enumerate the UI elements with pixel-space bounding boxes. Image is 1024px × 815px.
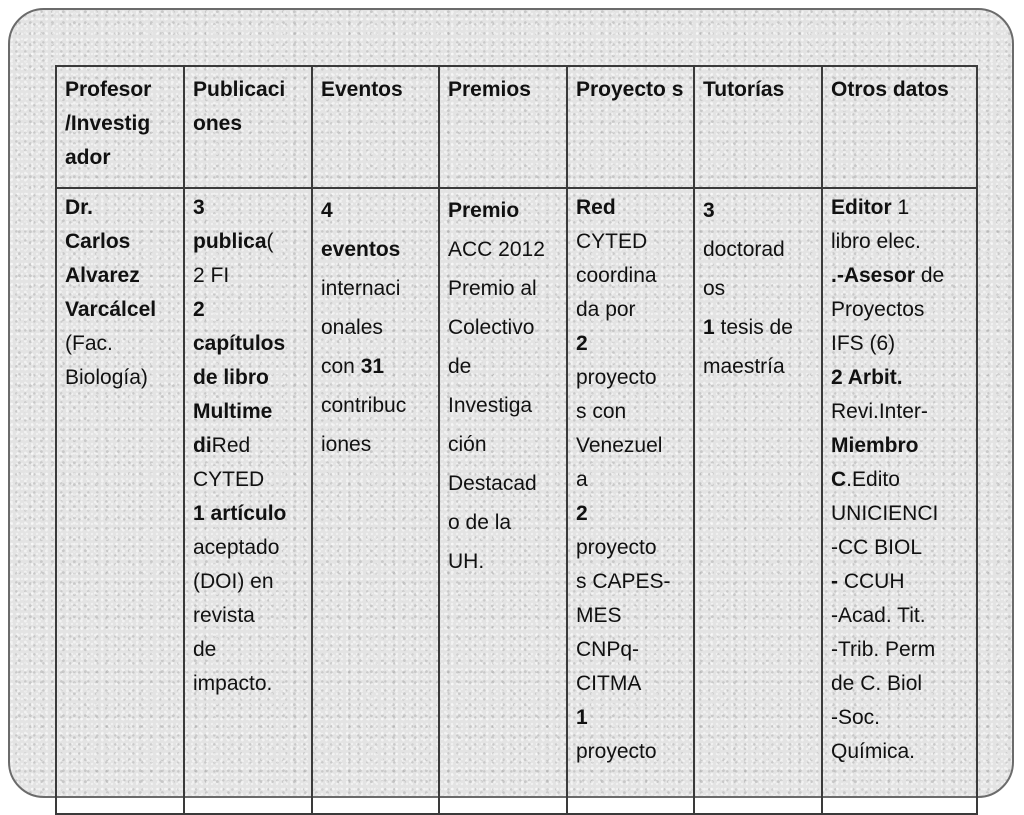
header-cell — [312, 66, 439, 188]
pub-text: ( — [266, 230, 274, 253]
other-text: - — [831, 570, 838, 593]
tutoring-line: doctorad — [703, 238, 785, 261]
other-line: -Soc. — [831, 706, 881, 729]
tutoring-line: os — [703, 277, 726, 300]
event-line: onales — [321, 316, 383, 339]
pub-line: revista — [193, 604, 255, 627]
header-cell — [567, 66, 694, 188]
tutoring-text: 1 — [703, 316, 715, 339]
project-line: 2 — [576, 502, 588, 525]
cell-otros — [822, 188, 977, 814]
other-line: -Trib. Perm — [831, 638, 936, 661]
other-line: -CC BIOL — [831, 536, 923, 559]
header-row — [56, 66, 977, 188]
pub-line: 3 — [193, 196, 205, 219]
other-line: libro elec. — [831, 230, 921, 253]
pub-text: publica — [193, 230, 267, 253]
project-line: proyecto — [576, 740, 657, 763]
project-line: Red — [576, 196, 616, 219]
pub-line: (DOI) en — [193, 570, 274, 593]
other-line: Química. — [831, 740, 916, 763]
event-line: internaci — [321, 277, 401, 300]
professor-name-line: Varcálcel — [65, 298, 157, 321]
project-line: CITMA — [576, 672, 642, 695]
header-cell — [822, 66, 977, 188]
award-line: Investiga — [448, 394, 533, 417]
pub-line: de — [193, 638, 217, 661]
project-line: 2 — [576, 332, 588, 355]
event-line: contribuc — [321, 394, 407, 417]
pub-line: aceptado — [193, 536, 280, 559]
header-cell — [184, 66, 312, 188]
award-line: Destacad — [448, 472, 537, 495]
other-line — [831, 565, 968, 599]
tutoring-text: tesis de — [714, 316, 793, 339]
project-line: coordina — [576, 264, 657, 287]
project-line: a — [576, 468, 588, 491]
pub-line: 1 artículo — [193, 502, 287, 525]
cell-eventos — [312, 188, 439, 814]
award-line: ción — [448, 433, 487, 456]
other-text: de — [915, 264, 945, 287]
award-line: de — [448, 355, 472, 378]
pub-line: capítulos — [193, 332, 286, 355]
header-profesor: Profesor /Investig ador — [65, 78, 152, 169]
header-proyectos: Proyecto s — [576, 78, 684, 101]
project-line: s con — [576, 400, 627, 423]
other-text: 1 — [891, 196, 910, 219]
pub-line: 2 FI — [193, 264, 230, 287]
project-line: Venezuel — [576, 434, 663, 457]
award-line: UH. — [448, 550, 485, 573]
professor-name-line: Dr. — [65, 196, 94, 219]
header-cell — [694, 66, 822, 188]
pub-text: di — [193, 434, 212, 457]
other-line: Miembro — [831, 434, 919, 457]
award-line: Premio — [448, 199, 520, 222]
cell-premios — [439, 188, 567, 814]
pub-line: impacto. — [193, 672, 273, 695]
tutoring-line: 3 — [703, 199, 715, 222]
professor-affiliation-line: Biología) — [65, 366, 148, 389]
other-text: C — [831, 468, 847, 491]
pub-line: Multime — [193, 400, 273, 423]
event-text: con — [321, 355, 361, 378]
other-line — [831, 191, 968, 225]
other-text: .Edito — [846, 468, 900, 491]
project-line: 1 — [576, 706, 588, 729]
award-line: Colectivo — [448, 316, 535, 339]
other-text: CCUH — [838, 570, 905, 593]
project-line: da por — [576, 298, 636, 321]
event-line: 4 — [321, 199, 333, 222]
other-line: UNICIENCI — [831, 502, 939, 525]
header-otros: Otros datos — [831, 78, 949, 101]
project-line: proyecto — [576, 536, 657, 559]
header-tutorias: Tutorías — [703, 78, 785, 101]
pub-line: de libro — [193, 366, 269, 389]
project-line: CYTED — [576, 230, 648, 253]
project-line: s CAPES- — [576, 570, 671, 593]
event-line: eventos — [321, 238, 401, 261]
pub-text: Red — [211, 434, 251, 457]
other-line — [831, 259, 968, 293]
pub-line: 2 — [193, 298, 205, 321]
header-cell — [439, 66, 567, 188]
header-premios: Premios — [448, 78, 531, 101]
cell-publicaciones — [184, 188, 312, 814]
other-line: 2 Arbit. — [831, 366, 903, 389]
award-line: o de la — [448, 511, 512, 534]
project-line: proyecto — [576, 366, 657, 389]
cell-tutorias — [694, 188, 822, 814]
other-line: IFS (6) — [831, 332, 896, 355]
award-line: ACC 2012 — [448, 238, 545, 261]
other-text: .-Asesor — [831, 264, 916, 287]
data-row — [56, 188, 977, 814]
header-publicaciones: Publicaci ones — [193, 78, 286, 135]
other-line — [831, 463, 968, 497]
award-line: Premio al — [448, 277, 537, 300]
pub-line — [193, 429, 303, 463]
other-text: Editor — [831, 196, 892, 219]
cell-profesor — [56, 188, 184, 814]
tutoring-line: maestría — [703, 355, 785, 378]
professor-name-line: Carlos — [65, 230, 131, 253]
header-eventos: Eventos — [321, 78, 403, 101]
tutoring-line — [703, 308, 813, 347]
other-line: de C. Biol — [831, 672, 923, 695]
event-line — [321, 347, 430, 386]
other-line: Revi.Inter- — [831, 400, 928, 423]
professor-affiliation-line: (Fac. — [65, 332, 113, 355]
project-line: CNPq- — [576, 638, 640, 661]
pub-line: CYTED — [193, 468, 265, 491]
project-line: MES — [576, 604, 622, 627]
event-text: 31 — [360, 355, 385, 378]
other-line: -Acad. Tit. — [831, 604, 926, 627]
pub-line — [193, 225, 303, 259]
other-line: Proyectos — [831, 298, 925, 321]
cell-proyectos — [567, 188, 694, 814]
header-cell — [56, 66, 184, 188]
event-line: iones — [321, 433, 372, 456]
researcher-table — [55, 65, 978, 815]
professor-name-line: Alvarez — [65, 264, 140, 287]
